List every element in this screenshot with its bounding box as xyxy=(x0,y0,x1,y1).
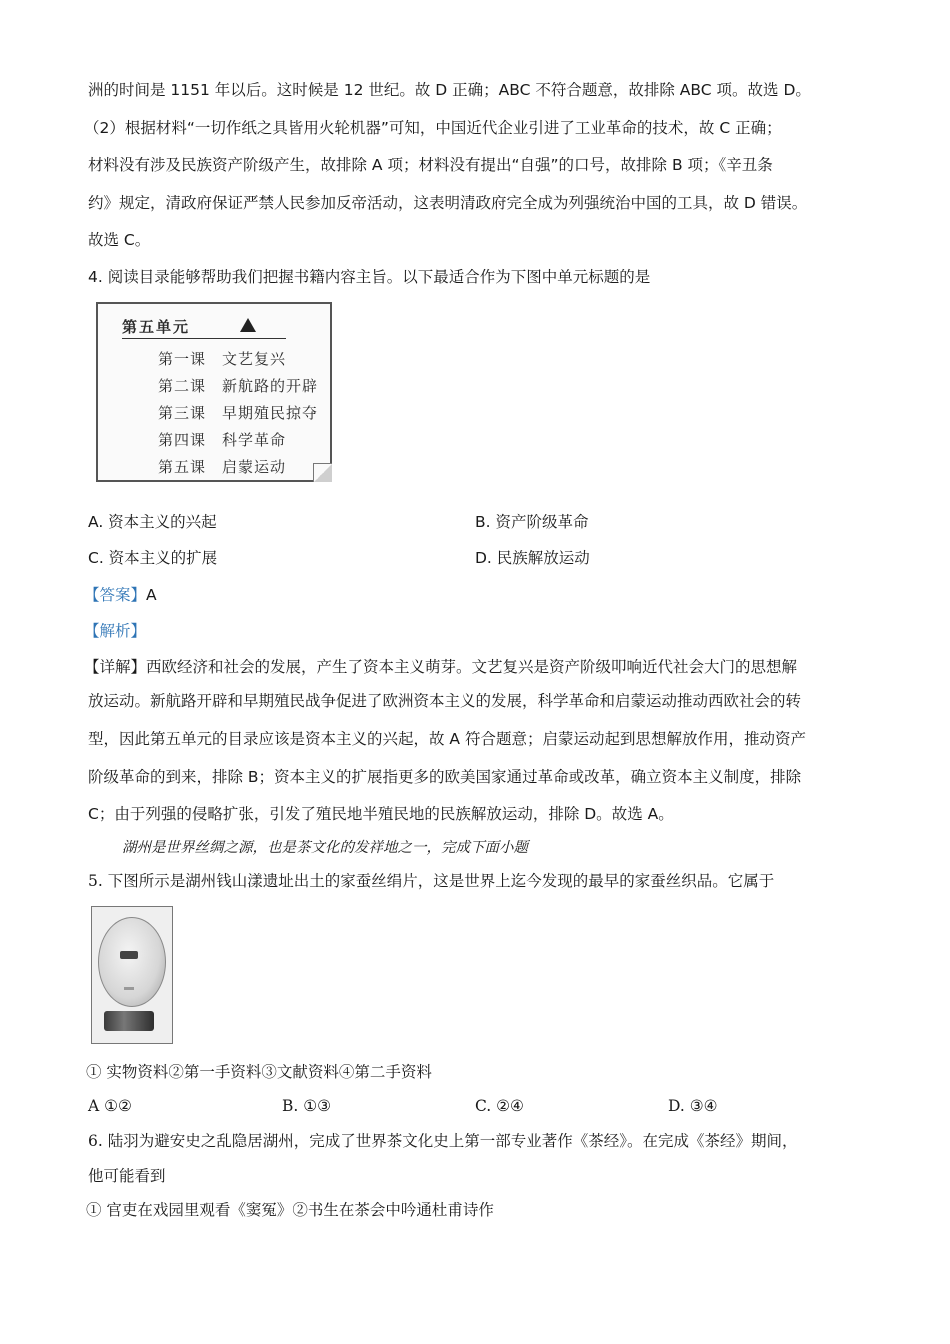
lesson-title: 科学革命 xyxy=(222,431,287,449)
text-line: 材料没有涉及民族资产阶级产生，故排除 A 项；材料没有提出“自强”的口号，故排除 B 项；《辛丑条 xyxy=(88,156,773,174)
answer-value: A xyxy=(146,586,157,604)
lesson-title: 新航路的开辟 xyxy=(222,377,319,395)
lesson-title: 早期殖民掠夺 xyxy=(222,404,319,422)
option-b: B. 资产阶级革命 xyxy=(475,513,589,531)
answer-label: 【答案】 xyxy=(84,586,147,604)
text-line: 约》规定，清政府保证严禁人民参加反帝活动，这表明清政府完全成为列强统治中国的工具，故 D 错误。 xyxy=(88,194,808,212)
detail-text: 西欧经济和社会的发展，产生了资本主义萌芽。文艺复兴是资产阶级叩响近代社会大门的思想解 xyxy=(146,658,798,676)
analysis-label: 【解析】 xyxy=(84,622,147,640)
lesson-number: 第五课 xyxy=(158,458,207,476)
option-c: C. ②④ xyxy=(475,1097,524,1115)
lesson-row xyxy=(158,402,319,423)
option-b: B. ①③ xyxy=(282,1097,332,1115)
option-a: A. 资本主义的兴起 xyxy=(88,513,217,531)
question-6-text-cont: 他可能看到 xyxy=(88,1167,166,1185)
question-5-text: 5. 下图所示是湖州钱山漾遗址出土的家蚕丝绢片，这是世界上迄今发现的最早的家蚕丝织品。它属于 xyxy=(88,872,775,890)
table-of-contents-figure xyxy=(96,302,332,482)
lesson-title: 启蒙运动 xyxy=(222,458,287,476)
lesson-number: 第二课 xyxy=(158,377,207,395)
detail-line: 型，因此第五单元的目录应该是资本主义的兴起，故 A 符合题意；启蒙运动起到思想解放作用，推动资产 xyxy=(88,730,806,748)
question-5-items: ① 实物资料②第一手资料③文献资料④第二手资料 xyxy=(86,1063,432,1081)
lesson-number: 第一课 xyxy=(158,350,207,368)
option-d: D. ③④ xyxy=(668,1097,718,1115)
text-line: 故选 C。 xyxy=(88,231,151,249)
lesson-number: 第四课 xyxy=(158,431,207,449)
triangle-placeholder-icon xyxy=(240,318,256,332)
lesson-number: 第三课 xyxy=(158,404,207,422)
section-intro: 湖州是世界丝绸之源，也是茶文化的发祥地之一，完成下面小题 xyxy=(122,840,528,856)
detail-line: 阶级革命的到来，排除 B；资本主义的扩展指更多的欧美国家通过革命或改革，确立资本主义制度，排除 xyxy=(88,768,802,786)
detail-line: C；由于列强的侵略扩张，引发了殖民地半殖民地的民族解放运动，排除 D。故选 A。 xyxy=(88,805,674,823)
answer-line xyxy=(84,585,157,605)
detail-label: 【详解】 xyxy=(84,658,147,676)
detail-line: 放运动。新航路开辟和早期殖民战争促进了欧洲资本主义的发展，科学革命和启蒙运动推动西欧社会的转 xyxy=(88,692,802,710)
lesson-title: 文艺复兴 xyxy=(222,350,287,368)
text-line: 洲的时间是 1151 年以后。这时候是 12 世纪。故 D 正确；ABC 不符合题意，故排除 ABC 项。故选 D。 xyxy=(88,81,811,99)
display-dish xyxy=(98,917,166,1007)
text-line: （2）根据材料“一切作纸之具皆用火轮机器”可知，中国近代企业引进了工业革命的技术，故 C 正确； xyxy=(84,119,782,137)
option-c: C. 资本主义的扩展 xyxy=(88,549,218,567)
question-6-text: 6. 陆羽为避安史之乱隐居湖州，完成了世界茶文化史上第一部专业著作《茶经》。在完成《茶经》期间， xyxy=(88,1132,798,1150)
question-6-items: ① 官吏在戏园里观看《窦冤》②书生在茶会中吟通杜甫诗作 xyxy=(86,1201,494,1219)
underline xyxy=(122,338,286,339)
lesson-row xyxy=(158,456,287,477)
silk-fragment xyxy=(120,951,138,959)
silk-fragment-photo xyxy=(91,906,173,1044)
unit-title: 第五单元 xyxy=(122,318,191,336)
question-4-text: 4. 阅读目录能够帮助我们把握书籍内容主旨。以下最适合作为下图中单元标题的是 xyxy=(88,268,651,286)
display-base xyxy=(104,1011,154,1031)
page-curl-icon xyxy=(313,463,332,482)
lesson-row xyxy=(158,375,319,396)
lesson-row xyxy=(158,429,287,450)
option-d: D. 民族解放运动 xyxy=(475,549,590,567)
detail-line xyxy=(84,657,797,677)
label-tag xyxy=(124,987,134,990)
option-a: A ①② xyxy=(88,1097,132,1115)
lesson-row xyxy=(158,348,287,369)
